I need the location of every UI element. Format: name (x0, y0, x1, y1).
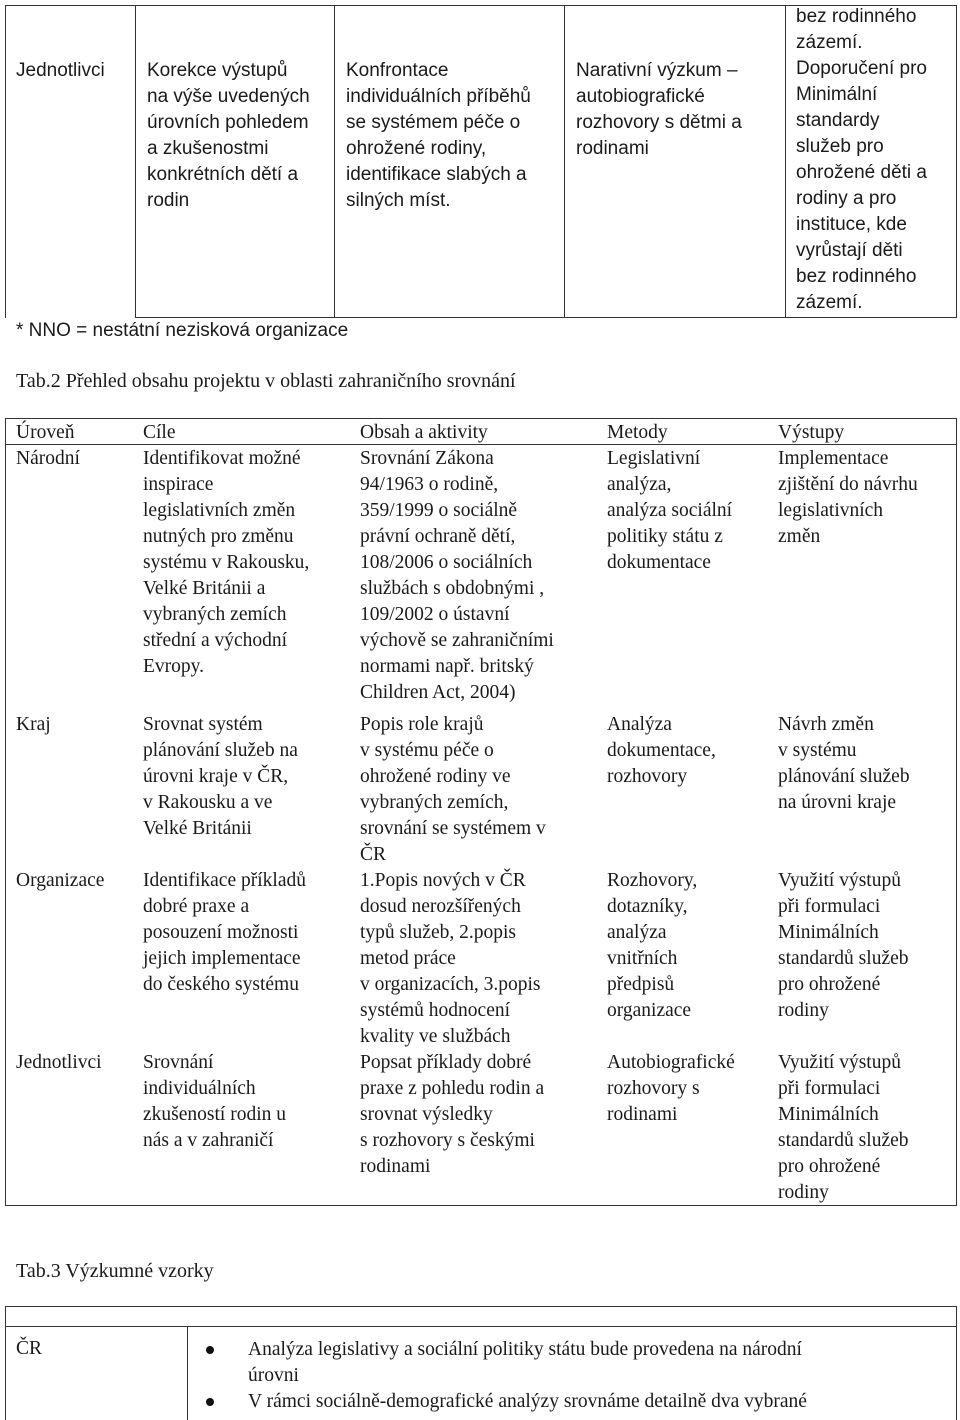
table2-row-level: Národní (16, 448, 80, 469)
table2-row-level: Jednotlivci (16, 1052, 102, 1073)
table2-header-level: Úroveň (16, 422, 75, 443)
table3-bullet-list (198, 1337, 950, 1415)
table2-row-outputs: Implementace zjištění do návrhu legislativních změn (778, 448, 918, 547)
table2-row-methods: Legislativní analýza, analýza sociální politiky státu z dokumentace (607, 448, 733, 573)
bullet-icon (206, 1398, 214, 1406)
table2-row-goal: Identifikace příkladů dobré praxe a posouzení možnosti jejich implementace do českého systému (143, 870, 306, 995)
table1-methods-cell: Narativní výzkum – autobiografické rozhovory s dětmi a rodinami (576, 60, 742, 159)
table2-row-level: Kraj (16, 714, 51, 735)
table2-row-methods: Rozhovory, dotazníky, analýza vnitřních předpisů organizace (607, 870, 698, 1021)
table2-row-goal: Identifikovat možné inspirace legislativních změn nutných pro změnu systému v Rakousku, Velké Británii a vybraných zemích střední a východní Evropy. (143, 448, 310, 677)
bullet-icon (206, 1346, 214, 1354)
table1-goal-cell: Korekce výstupů na výše uvedených úrovních pohledem a zkušenostmi konkrétních dětí a rodin (147, 60, 310, 211)
table1-footnote: * NNO = nestátní nezisková organizace (16, 320, 349, 341)
table2-header-goals: Cíle (143, 422, 176, 443)
table2-header-methods: Metody (607, 422, 668, 443)
bullet-text: V rámci sociálně-demografické analýzy srovnáme detailně dva vybrané (248, 1391, 807, 1412)
table2-row-content: Popis role krajů v systému péče o ohrožené rodiny ve vybraných zemích, srovnání se systémem v ČR (360, 714, 546, 865)
list-item (198, 1389, 950, 1415)
table2-row-content: 1.Popis nových v ČR dosud nerozšířených typů služeb, 2.popis metod práce v organizacích, 3.popis systémů hodnocení kvality ve službách (360, 870, 541, 1047)
table1-level-cell: Jednotlivci (16, 60, 105, 81)
table2-row-content: Srovnání Zákona 94/1963 o rodině, 359/1999 o sociálně právní ochraně dětí, 108/2006 o sociálních službách s obdobnými , 109/2002 o ústavní výchově se zahraničními normami např. britský Children Act, 2004) (360, 448, 554, 703)
table3-row-label: ČR (16, 1338, 43, 1359)
table2-row-methods: Autobiografické rozhovory s rodinami (607, 1052, 735, 1125)
table2-row-outputs: Využití výstupů při formulaci Minimálních standardů služeb pro ohrožené rodiny (778, 1052, 909, 1203)
table2-row-outputs: Návrh změn v systému plánování služeb na úrovni kraje (778, 714, 910, 813)
table2-header-content: Obsah a aktivity (360, 422, 488, 443)
table2-row-outputs: Využití výstupů při formulaci Minimálních standardů služeb pro ohrožené rodiny (778, 870, 909, 1021)
table2-caption: Tab.2 Přehled obsahu projektu v oblasti zahraničního srovnání (16, 370, 516, 392)
table2-row-content: Popsat příklady dobré praxe z pohledu rodin a srovnat výsledky s rozhovory s českými rodinami (360, 1052, 545, 1177)
table2-row-goal: Srovnání individuálních zkušeností rodin u nás a v zahraničí (143, 1052, 286, 1151)
table1-content-cell: Konfrontace individuálních příběhů se systémem péče o ohrožené rodiny, identifikace slabých a silných míst. (346, 60, 531, 211)
table2-row-goal: Srovnat systém plánování služeb na úrovni kraje v ČR, v Rakousku a ve Velké Británii (143, 714, 298, 839)
bullet-text: Analýza legislativy a sociální politiky státu bude provedena na národní úrovni (248, 1339, 802, 1386)
table3-caption: Tab.3 Výzkumné vzorky (16, 1260, 214, 1282)
table2-header-outputs: Výstupy (778, 422, 845, 443)
table2-row-level: Organizace (16, 870, 105, 891)
list-item (198, 1337, 950, 1389)
table1-outputs-cell: bez rodinného zázemí. Doporučení pro Minimální standardy služeb pro ohrožené děti a rodiny a pro instituce, kde vyrůstají děti bez rodinného zázemí. (796, 6, 927, 313)
table2-row-methods: Analýza dokumentace, rozhovory (607, 714, 716, 787)
